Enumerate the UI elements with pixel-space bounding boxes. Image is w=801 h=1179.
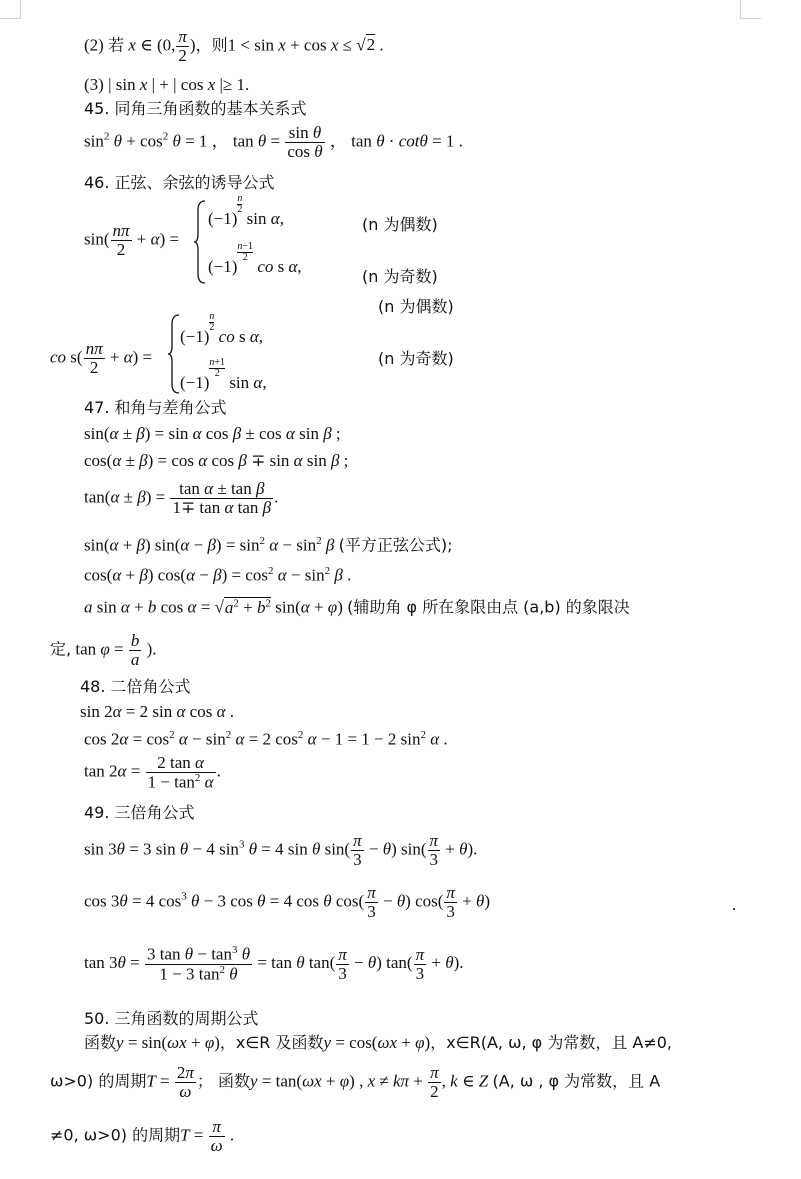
formula-47-auxiliary: a sin α + b $\cos \alpha = √a^2 + b^2$ sin(α + φ) (辅助角 φ 所在象限由点 (a,b) 的象限决 <box>84 597 630 617</box>
formula-48-cos: $\cos 2\alpha = \cos^2 \alpha - \sin^2 \alpha = 2$ $\cos^2 \alpha - 1 = 1 - 2$ $\sin^2 \alpha$ . <box>84 729 448 749</box>
page-corner-mark-right <box>740 0 761 19</box>
left-brace-cos <box>168 314 180 394</box>
formula-49-sin: sin 3θ = 3 sin θ − 4 $\sin^3 \theta = 4$ sin θ sin( $\frac{\pi}{3}$ − θ) sin( $\frac{\pi}{3}$ + θ). <box>84 831 478 869</box>
trailing-dot: . <box>732 895 737 914</box>
formula-47-auxiliary-cont: 定, tan φ = $\frac{b}{a}$ ). <box>50 631 157 669</box>
heading-47: 47. 和角与差角公式 <box>84 398 227 417</box>
formula-line-3: (3) | sin x | + | cos x |≥ 1. <box>84 75 250 94</box>
formula-50-line-1: 函数y = sin(ωx + φ)，x∈R 及函数y = cos(ωx + φ)，x∈R(A, ω, φ 为常数，且 A≠0, <box>84 1033 673 1052</box>
note-n-even-1: (n 为偶数) <box>362 215 438 234</box>
note-n-odd-1: (n 为奇数) <box>362 267 438 286</box>
formula-48-tan: tan 2α = $\frac{\text{2 tan α}}{1 - \tan^2 \alpha}$ . <box>84 753 221 792</box>
heading-45: 45. 同角三角函数的基本关系式 <box>84 99 307 118</box>
formula-50-line-2: ω>0) 的周期T = $\frac{2\pi}{\omega}$ ； 函数y = tan(ωx + φ) , x ≠ kπ + $\frac{\pi}{2}$ , k ∈ Z (A, ω , φ 为常数，且 A <box>50 1063 661 1101</box>
heading-50: 50. 三角函数的周期公式 <box>84 1009 259 1028</box>
formula-45: $\sin^2 \theta + \cos^2 \theta = 1$ ， tan θ = $\frac{\text{sin θ}}{\text{cos θ}}$ ， tan θ · cotθ = 1 . <box>84 123 463 161</box>
formula-46-cos-case-even: (−1) $\frac{n}{2}$ co s α, <box>180 311 264 346</box>
formula-46-sin-case-odd: (−1) $\frac{n-1}{2}$ co s α, <box>208 241 302 276</box>
formula-50-line-3: ≠0, ω>0) 的周期T = $\frac{\pi}{\omega}$ . <box>50 1117 235 1155</box>
formula-line-2: (2) 若 x ∈ (0, $\frac{\pi}{2}$ )，则1 < sin x + cos x ≤ √2 . <box>84 27 384 65</box>
formula-46-sin-case-even: (−1) $\frac{n}{2}$ sin α, <box>208 193 284 228</box>
page-corner-mark-left <box>0 0 21 19</box>
formula-47-tan: tan(α ± β) = $\frac{\text{tan α ± tan β}}{\text{1∓ tan α tan β}}$ . <box>84 479 279 517</box>
heading-46: 46. 正弦、余弦的诱导公式 <box>84 173 275 192</box>
formula-46-cos-lhs: co s( $\frac{n\pi}{2}$ + α) = <box>50 339 153 377</box>
formula-47-cos-product: cos(α + β) $\cos(\alpha - \beta) = \cos^2 \alpha - \sin^2 \beta$ . <box>84 565 352 585</box>
left-brace-sin <box>194 200 206 284</box>
formula-47-sin-product: sin(α + β) $\sin(\alpha - \beta) = \sin^2 \alpha - \sin^2 \beta$ (平方正弦公式); <box>84 535 453 555</box>
formula-47-sin: sin(α ± β) = sin α cos β ± cos α sin β ; <box>84 424 341 443</box>
formula-49-tan: tan 3θ = $\frac{3 \tan \theta - \tan^3 \theta}{1 - 3 \tan^2 \theta}$ = tan θ tan( $\frac{\pi}{3}$ − θ) tan( $\frac{\pi}{3}$ + θ). <box>84 944 464 984</box>
formula-47-cos: cos(α ± β) = cos α cos β ∓ sin α sin β ; <box>84 451 349 470</box>
heading-49: 49. 三倍角公式 <box>84 803 195 822</box>
note-n-odd-2: (n 为奇数) <box>378 349 454 368</box>
formula-49-cos: cos 3θ = 4 $\cos^3 \theta - 3$ cos θ = 4 cos θ cos( $\frac{\pi}{3}$ − θ) cos( $\frac{\pi}{3}$ + θ) <box>84 883 491 921</box>
note-n-even-2: (n 为偶数) <box>378 297 454 316</box>
formula-46-cos-case-odd: (−1) $\frac{n+1}{2}$ sin α, <box>180 357 267 392</box>
heading-48: 48. 二倍角公式 <box>80 677 191 696</box>
formula-46-sin-lhs: sin( $\frac{n\pi}{2}$ + α) = <box>84 221 180 259</box>
formula-48-sin: sin 2α = 2 sin α cos α . <box>80 702 235 721</box>
